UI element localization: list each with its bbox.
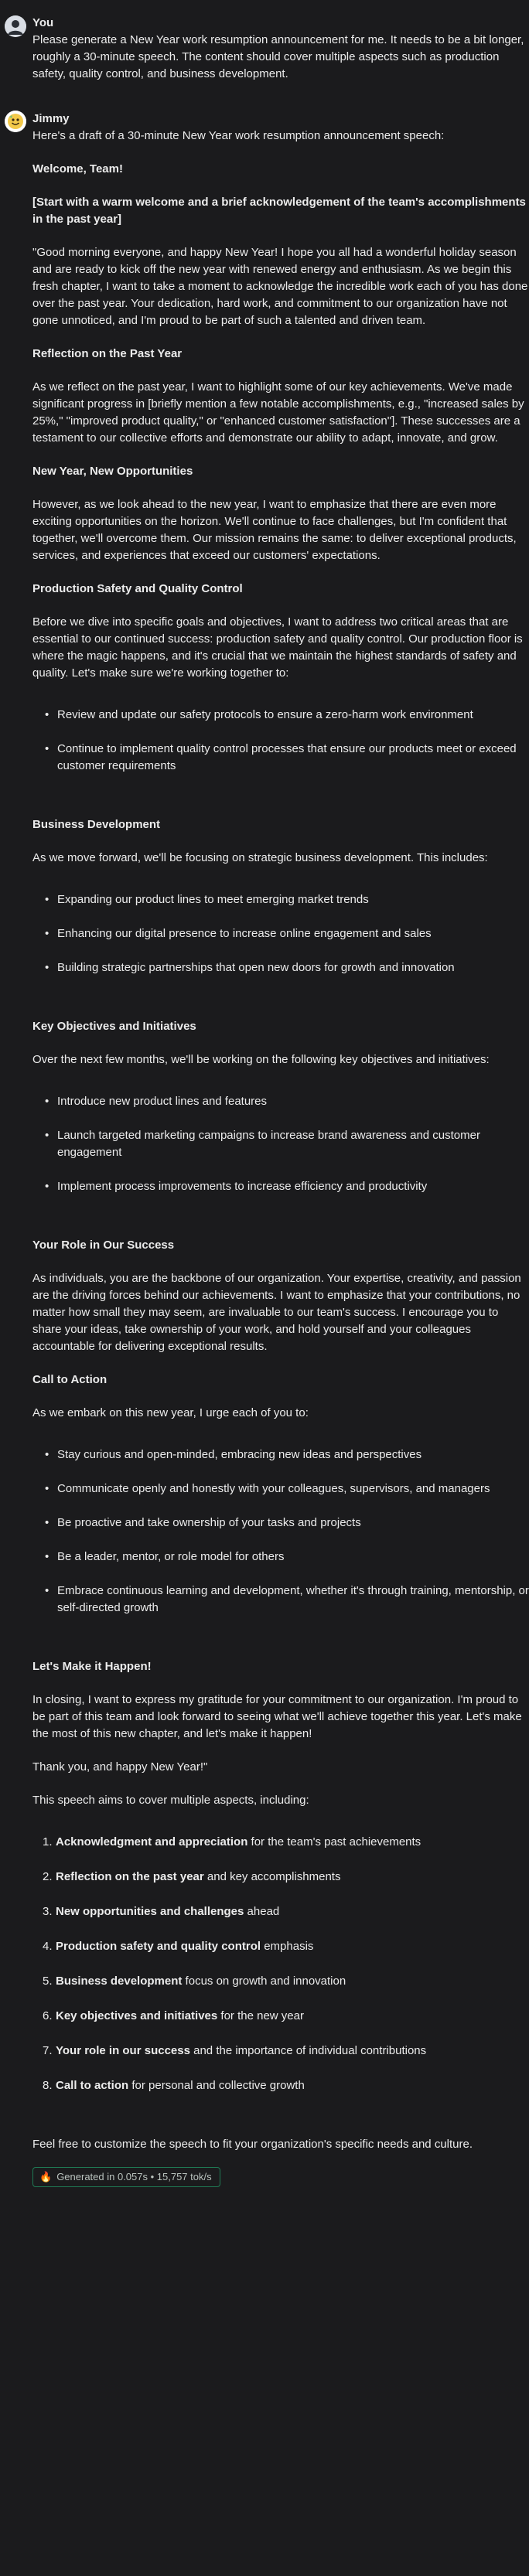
list-item: 7. Your role in our success and the importance of individual contributions <box>43 2044 427 2057</box>
list-item: 6. Key objectives and initiatives for the new year <box>43 2009 304 2022</box>
list-item: 8. Call to action for personal and collective growth <box>43 2079 305 2092</box>
welcome-paragraph: "Good morning everyone, and happy New Year! I hope you all had a wonderful holiday season and are ready to kick off the new year with renewed energy and enthusiasm. As we begin this fresh chapter, I want to take a moment to acknowledge the incredible work each of you has done over the past year. Your dedication, hard work, and commitment to our organization have not gone unnoticed, and I'm proud to be part of such a talented and driven team. <box>32 246 528 327</box>
cta-list <box>32 1446 529 1617</box>
objectives-list <box>32 1093 529 1195</box>
user-avatar-icon <box>5 15 26 37</box>
closing-paragraph: In closing, I want to express my gratitude for your commitment to our organization. I'm proud to be part of this team and look forward to seeing what we'll achieve together this year. Let's make the most of this new chapter, and let's make it happen! <box>32 1693 522 1740</box>
list-item: • Continue to implement quality control processes that ensure our products meet or exceed customer requirements <box>32 741 529 775</box>
reflection-heading: Reflection on the Past Year <box>32 347 183 360</box>
generation-stats-badge <box>32 2167 220 2187</box>
list-item: • Be proactive and take ownership of your tasks and projects <box>32 1515 529 1532</box>
bot-avatar-icon <box>5 111 26 132</box>
welcome-note: [Start with a warm welcome and a brief acknowledgement of the team's accomplishments in the past year] <box>32 196 526 226</box>
safety-list <box>32 707 529 775</box>
safety-paragraph: Before we dive into specific goals and objectives, I want to address two critical areas that are essential to our continued success: production safety and quality control. Our production floor is where the magic happens, and it's crucial that we maintain the highest standards of safety and quality. Let's make sure we're working together to: <box>32 615 523 680</box>
role-heading: Your Role in Our Success <box>32 1239 175 1252</box>
list-item: • Introduce new product lines and features <box>32 1093 529 1110</box>
objectives-heading: Key Objectives and Initiatives <box>32 1020 196 1033</box>
business-paragraph: As we move forward, we'll be focusing on strategic business development. This includes: <box>32 851 488 864</box>
list-item: • Be a leader, mentor, or role model for others <box>32 1549 529 1566</box>
list-item: • Building strategic partnerships that open new doors for growth and innovation <box>32 959 529 976</box>
assistant-name: Jimmy <box>32 112 70 125</box>
list-item: 3. New opportunities and challenges ahead <box>43 1905 280 1918</box>
list-item: • Embrace continuous learning and development, whether it's through training, mentorship, or self-directed growth <box>32 1583 529 1617</box>
list-item: • Enhancing our digital presence to increase online engagement and sales <box>32 925 529 942</box>
safety-heading: Production Safety and Quality Control <box>32 582 243 595</box>
fire-icon: 🔥 <box>39 2171 53 2182</box>
role-paragraph: As individuals, you are the backbone of our organization. Your expertise, creativity, and passion are the driving forces behind our achievements. I want to emphasize that your contributions, no matter how small they may seem, are invaluable to our team's success. I encourage you to share your ideas, take ownership of your work, and hold yourself and your colleagues accountable for delivering exceptional results. <box>32 1272 521 1353</box>
summary-intro: This speech aims to cover multiple aspects, including: <box>32 1794 309 1807</box>
opportunities-heading: New Year, New Opportunities <box>32 465 193 478</box>
assistant-message <box>0 83 529 2187</box>
reflection-paragraph: As we reflect on the past year, I want to highlight some of our key achievements. We've made significant progress in [briefly mention a few notable accomplishments, e.g., "increased sales by 25%," "improved product quality," or "enhanced customer satisfaction"]. These successes are a testament to our collective efforts and demonstrate our ability to adapt, innovate, and grow. <box>32 380 524 445</box>
business-list <box>32 891 529 976</box>
closing-heading: Let's Make it Happen! <box>32 1660 152 1673</box>
list-item: 5. Business development focus on growth and innovation <box>43 1975 346 1988</box>
opportunities-paragraph: However, as we look ahead to the new year, I want to emphasize that there are even more exciting opportunities on the horizon. We'll continue to face challenges, but I'm confident that together, we'll overcome them. Our mission remains the same: to deliver exceptional products, services, and experiences that exceed our customers' expectations. <box>32 498 517 562</box>
list-item: 2. Reflection on the past year and key accomplishments <box>43 1870 341 1883</box>
list-item: 4. Production safety and quality control emphasis <box>43 1940 314 1953</box>
welcome-heading: Welcome, Team! <box>32 162 123 175</box>
user-message-text: Please generate a New Year work resumption announcement for me. It needs to be a bit longer, roughly a 30-minute speech. The content should cover multiple aspects such as production safety, quality control, and business development. <box>32 33 524 80</box>
objectives-paragraph: Over the next few months, we'll be working on the following key objectives and initiatives: <box>32 1053 490 1066</box>
cta-paragraph: As we embark on this new year, I urge each of you to: <box>32 1406 309 1419</box>
summary-list <box>32 1834 529 2094</box>
list-item: • Launch targeted marketing campaigns to increase brand awareness and customer engagement <box>32 1127 529 1161</box>
final-paragraph: Feel free to customize the speech to fit your organization's specific needs and culture. <box>32 2138 473 2151</box>
cta-heading: Call to Action <box>32 1373 108 1386</box>
list-item: • Stay curious and open-minded, embracing new ideas and perspectives <box>32 1446 529 1463</box>
thanks-paragraph: Thank you, and happy New Year!" <box>32 1760 208 1774</box>
generation-stats-text: Generated in 0.057s • 15,757 tok/s <box>56 2171 212 2182</box>
list-item: • Expanding our product lines to meet emerging market trends <box>32 891 529 908</box>
list-item: • Implement process improvements to increase efficiency and productivity <box>32 1178 529 1195</box>
list-item: • Review and update our safety protocols to ensure a zero-harm work environment <box>32 707 529 724</box>
user-message <box>0 0 529 83</box>
user-name: You <box>32 16 54 29</box>
business-heading: Business Development <box>32 818 161 831</box>
intro-text: Here's a draft of a 30-minute New Year work resumption announcement speech: <box>32 129 445 142</box>
list-item: 1. Acknowledgment and appreciation for the team's past achievements <box>43 1835 421 1849</box>
list-item: • Communicate openly and honestly with your colleagues, supervisors, and managers <box>32 1481 529 1498</box>
